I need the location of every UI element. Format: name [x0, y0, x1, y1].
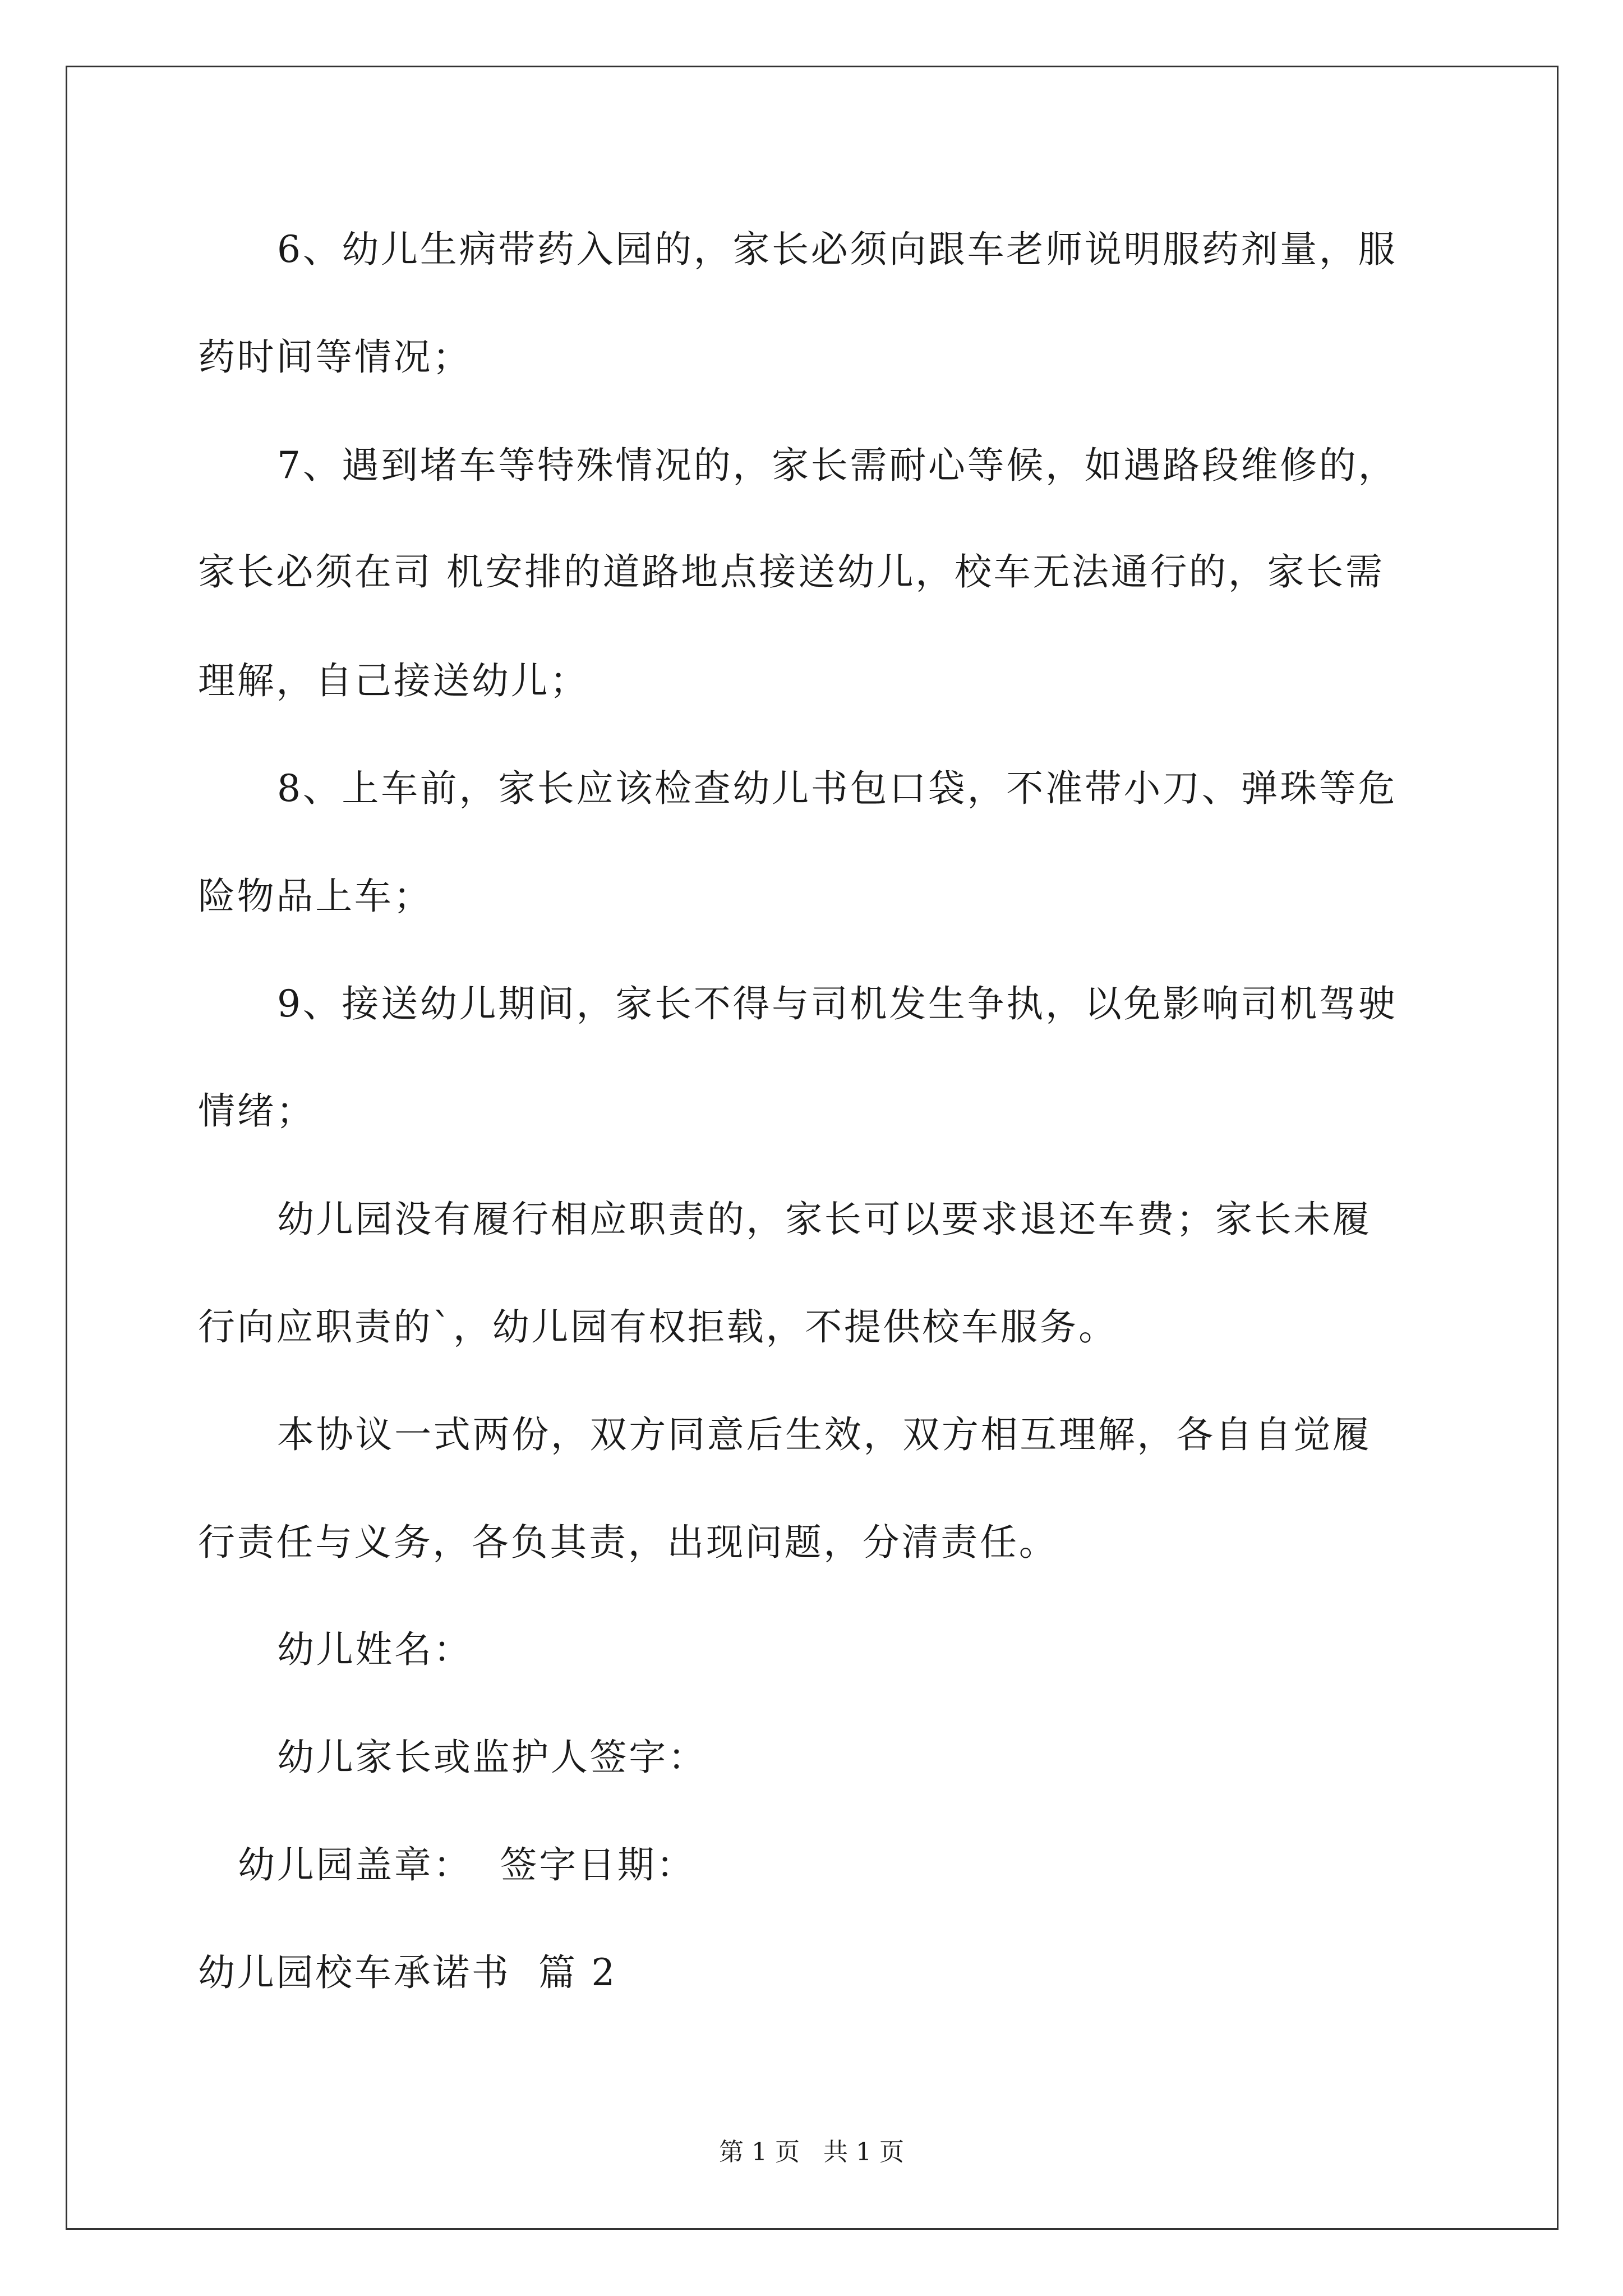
text-line: 险物品上车；: [198, 875, 433, 918]
text-line: 行责任与义务，各负其责，出现问题，分清责任。: [198, 1521, 1058, 1564]
text-line: 情绪；: [198, 1089, 316, 1133]
text-line: 幼儿园盖章： 签字日期：: [238, 1843, 696, 1887]
section-heading: 幼儿园校车承诺书 篇 2: [198, 1951, 617, 1994]
text-line: 9、接送幼儿期间，家长不得与司机发生争执，以免影响司机驾驶: [277, 982, 1398, 1025]
text-line: 行向应职责的`，幼儿园有权拒载，不提供校车服务。: [198, 1305, 1118, 1349]
text-line: 幼儿姓名：: [277, 1628, 473, 1671]
page-border: [66, 66, 1559, 2230]
page-footer: 第 1 页 共 1 页: [719, 2138, 904, 2166]
text-line: 幼儿家长或监护人签字：: [277, 1736, 707, 1779]
text-line: 家长必须在司 机安排的道路地点接送幼儿，校车无法通行的，家长需: [198, 550, 1385, 593]
text-line: 理解，自己接送幼儿；: [198, 659, 589, 702]
text-line: 药时间等情况；: [198, 335, 472, 379]
text-line: 7、遇到堵车等特殊情况的，家长需耐心等候，如遇路段维修的，: [277, 444, 1398, 487]
text-line: 本协议一式两份，双方同意后生效，双方相互理解，各自自觉履: [277, 1413, 1372, 1456]
text-line: 8、上车前，家长应该检查幼儿书包口袋，不准带小刀、弹珠等危: [277, 767, 1398, 810]
text-line: 幼儿园没有履行相应职责的，家长可以要求退还车费；家长未履: [277, 1198, 1372, 1241]
text-line: 6、幼儿生病带药入园的，家长必须向跟车老师说明服药剂量，服: [277, 228, 1398, 271]
